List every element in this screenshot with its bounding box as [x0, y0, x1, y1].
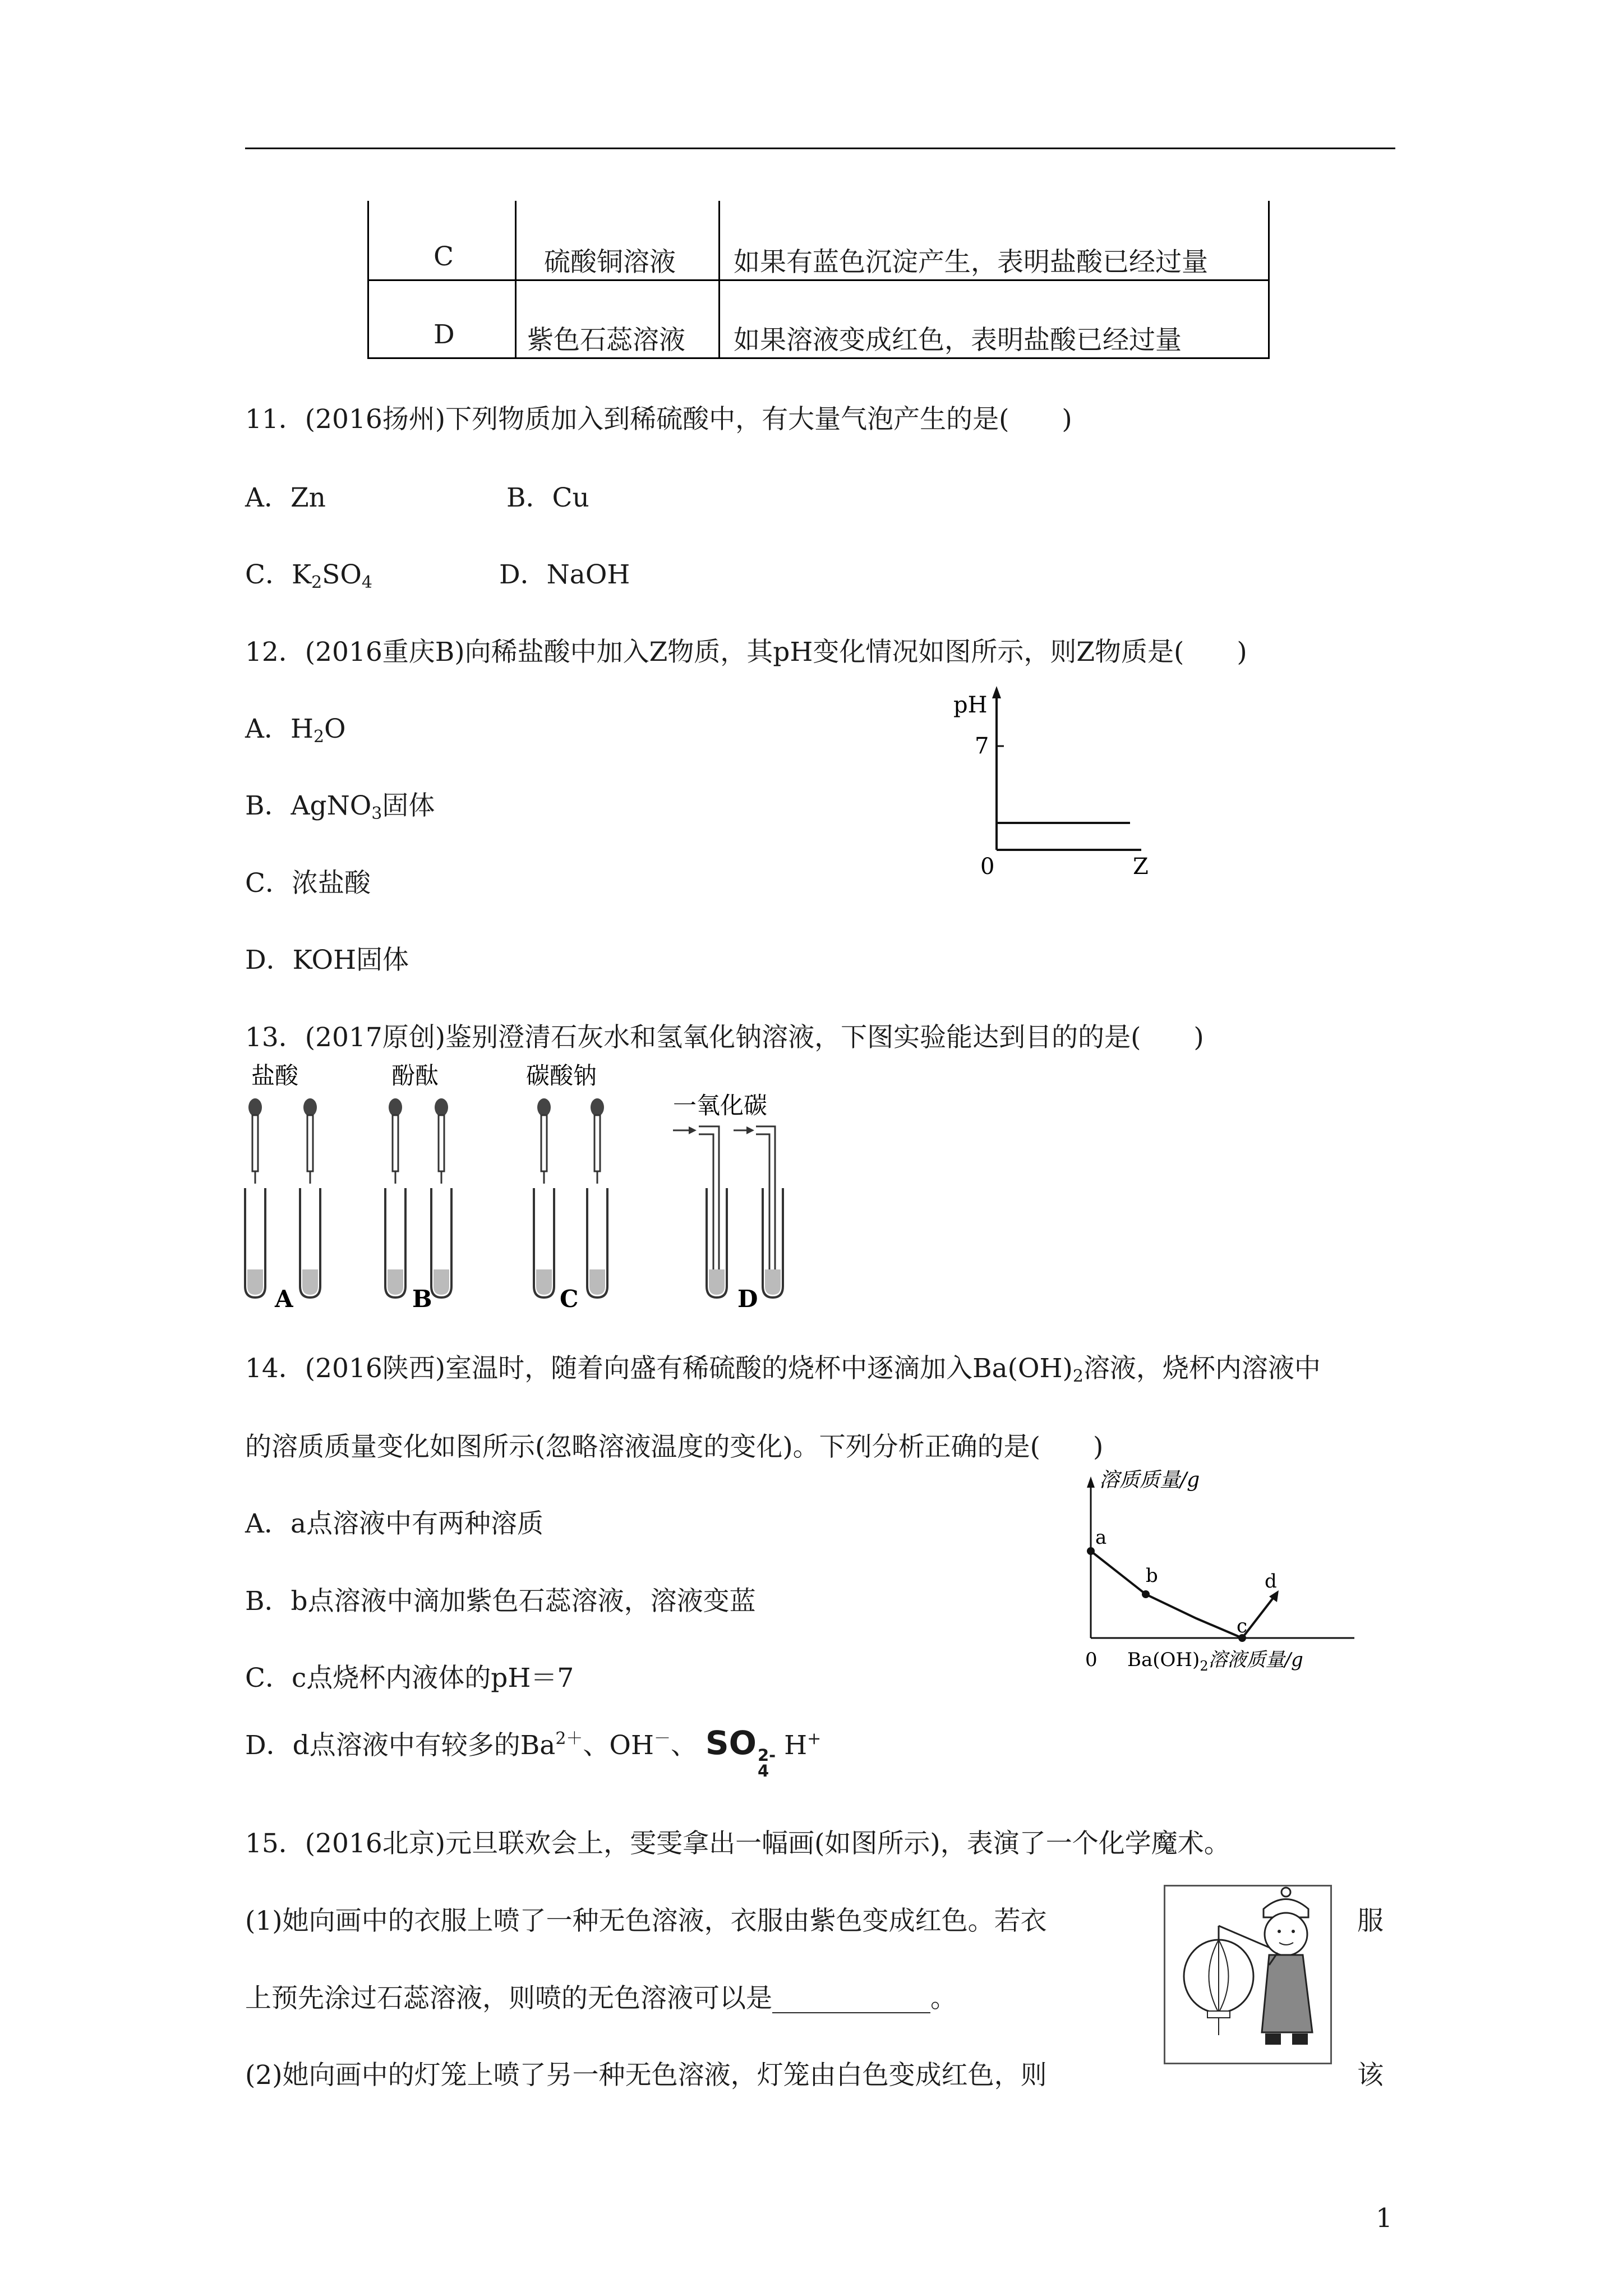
point-label-b: b — [1146, 1565, 1158, 1587]
options-table — [367, 201, 1270, 359]
mass-curve-down — [1091, 1551, 1242, 1638]
dropper-icon — [248, 1098, 262, 1184]
ph-graph — [937, 682, 1172, 884]
q12-option-b: B．AgNO$_3$固体 — [245, 790, 435, 823]
point-label-d: d — [1265, 1570, 1277, 1593]
q15-part1-line1: (1)她向画中的衣服上喷了一种无色溶液，衣服由紫色变成红色。若衣 — [245, 1906, 1047, 1936]
q15-part1-line1-end: 服 — [1357, 1906, 1384, 1936]
q12-option-d: D．KOH固体 — [245, 945, 409, 976]
header-rule — [245, 148, 1395, 149]
question-14-stem-line2: 的溶质质量变化如图所示(忽略溶液温度的变化)。下列分析正确的是( ) — [245, 1432, 1104, 1462]
child-icon — [1262, 1888, 1312, 2045]
painting-frame — [1164, 1885, 1332, 2064]
test-tube-icon — [431, 1188, 451, 1297]
table-cell-label: D — [434, 319, 455, 350]
point-label-c: c — [1237, 1615, 1248, 1637]
question-12-stem: 12．(2016重庆B)向稀盐酸中加入Z物质，其pH变化情况如图所示，则Z物质是( ) — [245, 637, 1247, 668]
table-cell-result: 如果有蓝色沉淀产生，表明盐酸已经过量 — [734, 247, 1208, 278]
table-cell-reagent: 硫酸铜溶液 — [544, 247, 676, 278]
painting-illustration — [1165, 1887, 1330, 2063]
question-11-stem: 11．(2016扬州)下列物质加入到稀硫酸中，有大量气泡产生的是( ) — [245, 404, 1072, 435]
y-label: pH — [953, 692, 988, 718]
q12-option-a: A．$H_2O$ — [245, 714, 346, 747]
q14-option-d: D．d点溶液中有较多的$Ba^{2+}$、OH－、 SO 2- 4 H+ — [245, 1724, 822, 1780]
q15-part1-line2: 上预先涂过石蕊溶液，则喷的无色溶液可以是____________。 — [245, 1983, 957, 2014]
q11-option-b: B．Cu — [506, 482, 589, 513]
co-inlet-icon — [673, 1126, 775, 1285]
dropper-icon — [591, 1098, 604, 1184]
q14-option-c: C．c点烧杯内液体的pH＝7 — [245, 1663, 574, 1694]
dropper-icon — [537, 1098, 551, 1184]
table-row — [369, 279, 1268, 360]
point-a — [1087, 1547, 1095, 1555]
table-cell-label: C — [434, 241, 454, 272]
q14-option-b: B．b点溶液中滴加紫色石蕊溶液，溶液变蓝 — [245, 1586, 756, 1617]
q11-option-c: C．$K_2SO_4$ — [245, 559, 372, 592]
y-axis-arrow-icon — [992, 686, 1001, 698]
reagent-label: 碳酸钠 — [526, 1062, 597, 1089]
figure-label: C — [560, 1285, 579, 1313]
reagent-label: 盐酸 — [251, 1062, 299, 1089]
point-label-a: a — [1095, 1526, 1107, 1549]
q11-option-d: D．NaOH — [499, 559, 630, 590]
y-axis-arrow-icon — [1087, 1476, 1095, 1488]
mass-graph — [1074, 1470, 1394, 1683]
test-tube-icon — [300, 1188, 320, 1297]
test-tube-icon — [534, 1188, 554, 1297]
test-tube-icon — [763, 1188, 783, 1297]
test-tube-icon — [587, 1188, 607, 1297]
question-15-stem: 15．(2016北京)元旦联欢会上，雯雯拿出一幅画(如图所示)，表演了一个化学魔术。 — [245, 1828, 1230, 1859]
dropper-icon — [303, 1098, 317, 1184]
page-number: 1 — [1376, 2203, 1393, 2234]
lantern-icon — [1184, 1926, 1253, 2035]
figure-label: D — [737, 1285, 758, 1313]
experiment-figure — [236, 1060, 808, 1313]
x-label: $Ba(OH)_2$溶液质量/g — [1127, 1649, 1303, 1674]
point-b — [1142, 1590, 1150, 1598]
table-row — [369, 201, 1268, 279]
test-tube-icon — [245, 1188, 265, 1297]
table-cell-reagent: 紫色石蕊溶液 — [527, 325, 685, 356]
y-label: 溶质质量/g — [1099, 1470, 1200, 1492]
question-14-stem-line1: 14．(2016陕西)室温时，随着向盛有稀硫酸的烧杯中逐滴加入$Ba(OH)_2$溶液，烧杯内溶液中 — [245, 1353, 1321, 1386]
dropper-icon — [435, 1098, 448, 1184]
reagent-label: 一氧化碳 — [673, 1092, 768, 1119]
dropper-icon — [389, 1098, 402, 1184]
q14-option-a: A．a点溶液中有两种溶质 — [245, 1508, 543, 1539]
tick-label-7: 7 — [975, 733, 989, 759]
q12-option-c: C．浓盐酸 — [245, 868, 371, 899]
origin-label: 0 — [1085, 1649, 1098, 1671]
test-tube-icon — [385, 1188, 405, 1297]
question-13-stem: 13．(2017原创)鉴别澄清石灰水和氢氧化钠溶液，下图实验能达到目的的是( ) — [245, 1022, 1204, 1053]
table-cell-result: 如果溶液变成红色，表明盐酸已经过量 — [734, 325, 1182, 356]
q15-part2-line1: (2)她向画中的灯笼上喷了另一种无色溶液，灯笼由白色变成红色，则 — [245, 2060, 1047, 2091]
x-label: Z — [1133, 854, 1149, 880]
origin-label: 0 — [980, 854, 995, 880]
q15-part2-line1-end: 该 — [1357, 2060, 1384, 2091]
q11-option-a: A．Zn — [245, 482, 326, 513]
figure-label: A — [275, 1285, 293, 1313]
test-tube-icon — [707, 1188, 727, 1297]
reagent-label: 酚酞 — [391, 1062, 439, 1089]
figure-label: B — [412, 1285, 432, 1313]
